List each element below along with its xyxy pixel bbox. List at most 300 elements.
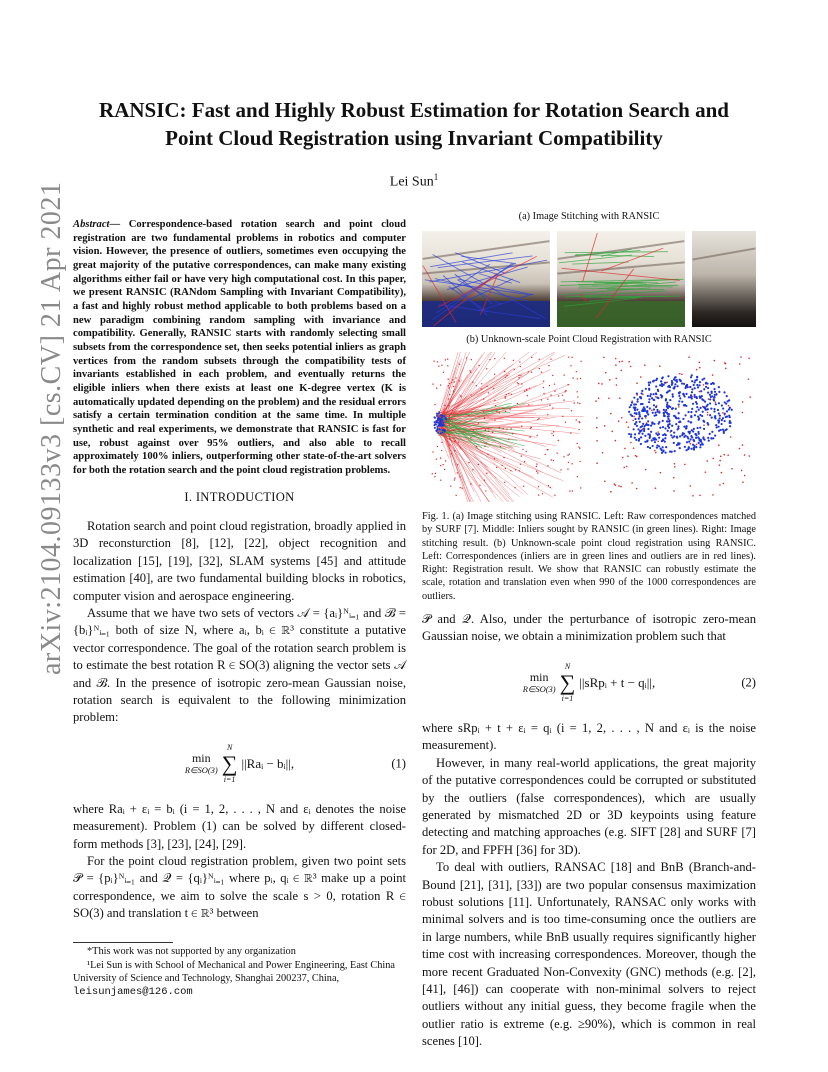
- registered-point: [673, 435, 675, 437]
- source-point: [441, 429, 443, 431]
- registered-point: [695, 410, 697, 412]
- registered-point: [715, 403, 717, 405]
- outlier-point: [468, 462, 469, 463]
- registered-point: [714, 434, 716, 436]
- registered-point: [724, 420, 726, 422]
- outlier-point: [445, 460, 446, 461]
- registered-point: [657, 389, 659, 391]
- source-point: [443, 421, 445, 423]
- registered-point: [695, 437, 697, 439]
- registered-point: [676, 444, 678, 446]
- outlier-point: [529, 388, 530, 389]
- outlier-point: [436, 388, 437, 389]
- registered-point: [688, 396, 690, 398]
- outlier-point: [492, 432, 493, 433]
- registered-point: [698, 437, 700, 439]
- registered-point: [678, 404, 680, 406]
- registered-point: [644, 435, 646, 437]
- outlier-point: [504, 371, 505, 372]
- outlier-point: [567, 468, 568, 469]
- registered-point: [703, 421, 705, 423]
- registered-point: [656, 447, 658, 449]
- source-point: [436, 415, 438, 417]
- registered-point: [664, 411, 666, 413]
- target-outlier-point: [681, 373, 683, 375]
- outlier-point: [459, 364, 460, 365]
- registered-point: [640, 397, 642, 399]
- target-outlier-point: [748, 357, 750, 359]
- target-outlier-point: [715, 401, 717, 403]
- outlier-point: [505, 397, 506, 398]
- outlier-point: [433, 360, 434, 361]
- registered-point: [702, 443, 704, 445]
- registered-point: [664, 452, 666, 454]
- registered-point: [684, 414, 686, 416]
- target-outlier-point: [744, 454, 746, 456]
- outlier-point: [577, 443, 578, 444]
- eq2-min-word: min: [529, 669, 549, 684]
- outlier-point: [436, 458, 437, 459]
- registered-point: [723, 391, 725, 393]
- registered-point: [647, 424, 649, 426]
- outlier-point: [470, 372, 471, 373]
- target-outlier-point: [692, 495, 694, 497]
- outlier-point: [505, 411, 506, 412]
- source-point: [437, 422, 439, 424]
- outlier-point: [562, 395, 563, 396]
- outlier-point: [560, 469, 561, 470]
- registered-point: [643, 428, 645, 430]
- outlier-point: [511, 394, 512, 395]
- outlier-point: [551, 433, 552, 434]
- target-outlier-point: [657, 441, 659, 443]
- registered-point: [700, 407, 702, 409]
- outlier-point: [453, 386, 454, 387]
- outlier-point: [478, 464, 479, 465]
- outlier-point: [506, 428, 507, 429]
- outlier-point: [528, 404, 529, 405]
- target-outlier-point: [728, 405, 730, 407]
- outlier-point: [536, 463, 537, 464]
- outlier-point: [508, 393, 509, 394]
- figure-subcaption-b: (b) Unknown-scale Point Cloud Registration with RANSIC: [466, 334, 712, 345]
- registered-point: [651, 439, 653, 441]
- outlier-point: [458, 441, 459, 442]
- target-outlier-point: [635, 455, 637, 457]
- registered-point: [660, 380, 662, 382]
- outlier-point: [499, 427, 500, 428]
- target-outlier-point: [614, 483, 616, 485]
- outlier-point: [449, 438, 450, 439]
- registered-point: [675, 423, 677, 425]
- registered-point: [682, 418, 684, 420]
- registered-point: [681, 434, 683, 436]
- registered-point: [644, 441, 646, 443]
- target-outlier-point: [720, 456, 722, 458]
- outlier-point: [570, 365, 571, 366]
- registered-point: [647, 395, 649, 397]
- outlier-point: [510, 428, 511, 429]
- registered-point: [674, 376, 676, 378]
- registered-point: [721, 404, 723, 406]
- outlier-point: [444, 469, 445, 470]
- registered-point: [689, 431, 691, 433]
- registered-point: [645, 388, 647, 390]
- outlier-point: [538, 417, 539, 418]
- outlier-point: [438, 365, 439, 366]
- outlier-point: [478, 365, 479, 366]
- outlier-point: [449, 387, 450, 388]
- target-outlier-point: [636, 382, 638, 384]
- outlier-point: [486, 473, 487, 474]
- outlier-point: [519, 470, 520, 471]
- registered-point: [676, 381, 678, 383]
- outlier-point: [515, 469, 516, 470]
- registered-point: [718, 386, 720, 388]
- outlier-point: [448, 398, 449, 399]
- target-outlier-point: [624, 448, 626, 450]
- outlier-point: [441, 450, 442, 451]
- registered-point: [691, 436, 693, 438]
- outlier-point: [526, 451, 527, 452]
- source-point: [438, 425, 440, 427]
- target-outlier-point: [615, 378, 617, 380]
- registered-point: [652, 412, 654, 414]
- target-outlier-point: [616, 384, 618, 386]
- registered-point: [690, 411, 692, 413]
- point-cloud-correspondences: [422, 352, 587, 502]
- target-outlier-point: [699, 494, 701, 496]
- registered-point: [691, 380, 693, 382]
- target-outlier-point: [605, 372, 607, 374]
- outlier-point: [562, 416, 563, 417]
- outlier-point: [455, 495, 456, 496]
- registered-point: [698, 419, 700, 421]
- registered-point: [647, 446, 649, 448]
- eq1-sum-top: N: [226, 742, 233, 752]
- registered-point: [697, 416, 699, 418]
- registered-point: [635, 439, 637, 441]
- target-outlier-point: [611, 431, 613, 433]
- registered-point: [671, 380, 673, 382]
- target-outlier-point: [673, 490, 675, 492]
- target-outlier-point: [631, 482, 633, 484]
- source-point: [441, 415, 443, 417]
- target-outlier-point: [679, 373, 681, 375]
- outlier-point: [554, 494, 555, 495]
- registered-point: [689, 386, 691, 388]
- registered-point: [698, 409, 700, 411]
- outlier-point: [547, 398, 548, 399]
- registered-point: [666, 402, 668, 404]
- outlier-point: [508, 439, 509, 440]
- outlier-point: [549, 385, 550, 386]
- registered-point: [635, 413, 637, 415]
- registered-point: [655, 406, 657, 408]
- outlier-point: [529, 436, 530, 437]
- registered-point: [640, 443, 642, 445]
- outlier-point: [548, 365, 549, 366]
- registered-point: [636, 400, 638, 402]
- target-outlier-point: [673, 477, 675, 479]
- registered-point: [694, 379, 696, 381]
- registered-point: [658, 437, 660, 439]
- outlier-point: [454, 441, 455, 442]
- outlier-point: [452, 410, 453, 411]
- arxiv-stamp: arXiv:2104.09133v3 [cs.CV] 21 Apr 2021: [36, 181, 67, 675]
- registered-point: [652, 445, 654, 447]
- outlier-point: [495, 405, 496, 406]
- registered-point: [650, 425, 652, 427]
- outlier-point: [459, 380, 460, 381]
- abstract-text: — Correspondence-based rotation search and point cloud registration are two fundamental problems in robotics and computer vision. However, the presence of outliers, sometimes even occupying the great majority of the putative correspondences, can make many existing algorithms either fail or have very high computational cost. In this paper, we present RANSIC (RANdom Sampling with Invariant Compatibility), a fast and highly robust method applicable to both problems based on a new paradigm combining random sampling with invariance and compatibility. Generally, RANSIC starts with randomly selecting small subsets from the correspondence set, then seeks potential inliers as graph vertices from the random subsets through the compatibility tests of invariants established in each problem, and eventually returns the eligible inliers when there exists at least one K-degree vertex (K is automatically updated depending on the problem) and the residual errors satisfy a certain termination condition at the same time. In multiple synthetic and real experiments, we demonstrate that RANSIC is fast for use, robust against over 95% outliers, and also able to recall approximately 100% inliers, outperforming other state-of-the-art solvers for both the rotation search and the point cloud registration problems.: [73, 219, 406, 476]
- target-outlier-point: [626, 466, 628, 468]
- registered-point: [726, 410, 728, 412]
- registered-point: [667, 375, 669, 377]
- outlier-point: [454, 477, 455, 478]
- outlier-point: [545, 454, 546, 455]
- registered-point: [669, 406, 671, 408]
- registered-point: [665, 446, 667, 448]
- registered-point: [718, 422, 720, 424]
- inlier-match-line: [559, 255, 632, 263]
- outlier-point: [506, 375, 507, 376]
- registered-point: [693, 384, 695, 386]
- intro-paragraph-3: where Raᵢ + εᵢ = bᵢ (i = 1, 2, . . . , N and εᵢ denotes the noise measurement). Problem (1) can be solved by different closed-form methods [3], [23], [24], [29].: [73, 801, 406, 851]
- registered-point: [707, 437, 709, 439]
- outlier-point: [558, 440, 559, 441]
- registered-point: [691, 408, 693, 410]
- registered-point: [720, 429, 722, 431]
- target-outlier-point: [620, 486, 622, 488]
- outlier-point: [440, 384, 441, 385]
- registered-point: [721, 423, 723, 425]
- outlier-point: [442, 464, 443, 465]
- target-outlier-point: [602, 452, 604, 454]
- outlier-point: [556, 452, 557, 453]
- outlier-correspondence: [439, 435, 513, 502]
- eq2-sum-top: N: [564, 661, 571, 671]
- target-outlier-point: [609, 379, 611, 381]
- source-point: [435, 429, 437, 431]
- target-outlier-point: [699, 361, 701, 363]
- target-outlier-point: [633, 416, 635, 418]
- registered-point: [669, 423, 671, 425]
- outlier-point: [500, 446, 501, 447]
- outlier-point: [538, 494, 539, 495]
- registered-point: [654, 412, 656, 414]
- registered-point: [662, 439, 664, 441]
- outlier-point: [472, 469, 473, 470]
- outlier-point: [481, 383, 482, 384]
- registered-point: [647, 420, 649, 422]
- outlier-point: [484, 445, 485, 446]
- outlier-point: [435, 473, 436, 474]
- intro-paragraph-2: Assume that we have two sets of vectors 𝒜 = {aᵢ}ᴺᵢ₌₁ and ℬ = {bᵢ}ᴺᵢ₌₁ both of size N, where aᵢ, bᵢ ∈ ℝ³ constitute a putative vector correspondence. The goal of the rotation search problem is to estimate the best rotation R ∈ SO(3) aligning the vector sets 𝒜 and ℬ. In the presence of isotropic zero-mean Gaussian noise, rotation search is equivalent to the following minimization problem:: [73, 605, 406, 725]
- registered-point: [668, 421, 670, 423]
- outlier-point: [444, 405, 445, 406]
- eq2-expression: ||sRpᵢ + t − qᵢ||,: [579, 675, 656, 691]
- outlier-point: [486, 368, 487, 369]
- registered-point: [629, 406, 631, 408]
- registered-point: [729, 425, 731, 427]
- registered-point: [640, 403, 642, 405]
- registered-point: [652, 393, 654, 395]
- outlier-point: [531, 427, 532, 428]
- outlier-point: [579, 448, 580, 449]
- registered-point: [685, 393, 687, 395]
- author-name: Lei Sun: [389, 174, 434, 190]
- outlier-point: [503, 457, 504, 458]
- target-outlier-point: [727, 454, 729, 456]
- outlier-point: [537, 419, 538, 420]
- registered-point: [693, 394, 695, 396]
- target-outlier-point: [645, 469, 647, 471]
- outlier-point: [460, 395, 461, 396]
- registered-point: [681, 382, 683, 384]
- right-paragraph-3: However, in many real-world applications, the great majority of the putative correspondences could be corrupted or substituted by the outliers (false correspondences), which are usually generated by mismatched 2D or 3D keypoints using feature detecting and matching approaches (e.g. SIFT [28] and SURF [7] for 2D, and FPFH [36] for 3D).: [422, 755, 756, 857]
- raw-correspondences-image: [422, 231, 550, 327]
- registered-point: [711, 431, 713, 433]
- stitching-result-image: [692, 231, 756, 327]
- registered-point: [727, 400, 729, 402]
- outlier-point: [541, 399, 542, 400]
- outlier-point: [546, 449, 547, 450]
- target-outlier-point: [703, 424, 705, 426]
- registered-point: [686, 386, 688, 388]
- registered-point: [665, 399, 667, 401]
- registered-point: [690, 421, 692, 423]
- registered-point: [718, 391, 720, 393]
- target-outlier-point: [620, 370, 622, 372]
- registered-point: [644, 410, 646, 412]
- registered-point: [641, 390, 643, 392]
- outlier-point: [536, 435, 537, 436]
- registered-point: [655, 392, 657, 394]
- outlier-point: [571, 463, 572, 464]
- raw-match-line: [423, 266, 456, 323]
- outlier-point: [577, 402, 578, 403]
- registered-point: [671, 408, 673, 410]
- outlier-point: [543, 393, 544, 394]
- registered-point: [656, 409, 658, 411]
- outlier-point: [574, 402, 575, 403]
- target-outlier-point: [723, 454, 725, 456]
- registered-point: [709, 414, 711, 416]
- target-outlier-point: [707, 412, 709, 414]
- source-point: [443, 415, 445, 417]
- registered-point: [700, 390, 702, 392]
- outlier-point: [537, 472, 538, 473]
- registered-point: [717, 409, 719, 411]
- target-outlier-point: [706, 460, 708, 462]
- outlier-point: [459, 476, 460, 477]
- outlier-point: [570, 432, 571, 433]
- registered-point: [709, 398, 711, 400]
- target-outlier-point: [731, 468, 733, 470]
- outlier-point: [565, 390, 566, 391]
- outlier-point: [504, 482, 505, 483]
- eq1-min-word: min: [191, 750, 211, 765]
- registered-point: [677, 425, 679, 427]
- outlier-point: [487, 428, 488, 429]
- outlier-point: [457, 472, 458, 473]
- outlier-point: [496, 411, 497, 412]
- registered-point: [634, 423, 636, 425]
- registered-point: [653, 408, 655, 410]
- registered-point: [647, 433, 649, 435]
- registered-point: [703, 388, 705, 390]
- registered-point: [703, 428, 705, 430]
- target-outlier-point: [684, 464, 686, 466]
- registered-point: [656, 444, 658, 446]
- target-outlier-point: [739, 448, 741, 450]
- registered-point: [659, 427, 661, 429]
- registered-point: [638, 440, 640, 442]
- registered-point: [658, 421, 660, 423]
- registered-point: [695, 446, 697, 448]
- registered-point: [663, 409, 665, 411]
- registered-point: [724, 413, 726, 415]
- registered-point: [631, 401, 633, 403]
- registered-point: [649, 437, 651, 439]
- target-outlier-point: [703, 384, 705, 386]
- registered-point: [709, 394, 711, 396]
- figure-subcaption-a: (a) Image Stitching with RANSIC: [518, 211, 660, 222]
- registered-point: [638, 413, 640, 415]
- target-outlier-point: [598, 383, 600, 385]
- target-outlier-point: [603, 357, 605, 359]
- outlier-point: [449, 415, 450, 416]
- outlier-point: [542, 493, 543, 494]
- registered-point: [707, 424, 709, 426]
- outlier-point: [554, 390, 555, 391]
- registered-point: [687, 420, 689, 422]
- outlier-point: [553, 435, 554, 436]
- registered-point: [706, 382, 708, 384]
- registered-point: [703, 406, 705, 408]
- outlier-point: [520, 375, 521, 376]
- registered-point: [714, 394, 716, 396]
- outlier-point: [579, 422, 580, 423]
- eq2-min-sub: R∈SO(3): [522, 683, 556, 694]
- outlier-point: [550, 359, 551, 360]
- eq2-sum: [560, 662, 576, 704]
- outlier-point: [569, 454, 570, 455]
- registered-point: [718, 402, 720, 404]
- registered-point: [716, 426, 718, 428]
- registered-point: [636, 408, 638, 410]
- registered-point: [637, 398, 639, 400]
- target-outlier-point: [725, 363, 727, 365]
- registered-point: [726, 395, 728, 397]
- source-point: [440, 420, 442, 422]
- registered-point: [702, 411, 704, 413]
- registered-point: [697, 386, 699, 388]
- equation-2: [422, 652, 756, 714]
- registered-point: [660, 394, 662, 396]
- registered-point: [715, 424, 717, 426]
- target-outlier-point: [596, 440, 598, 442]
- point-cloud-registration-result: [591, 352, 756, 502]
- registered-point: [697, 431, 699, 433]
- registered-point: [679, 397, 681, 399]
- registered-point: [696, 397, 698, 399]
- target-outlier-point: [749, 396, 751, 398]
- registered-point: [670, 430, 672, 432]
- right-column: [422, 210, 756, 1051]
- eq2-sum-symbol: ∑: [559, 669, 576, 695]
